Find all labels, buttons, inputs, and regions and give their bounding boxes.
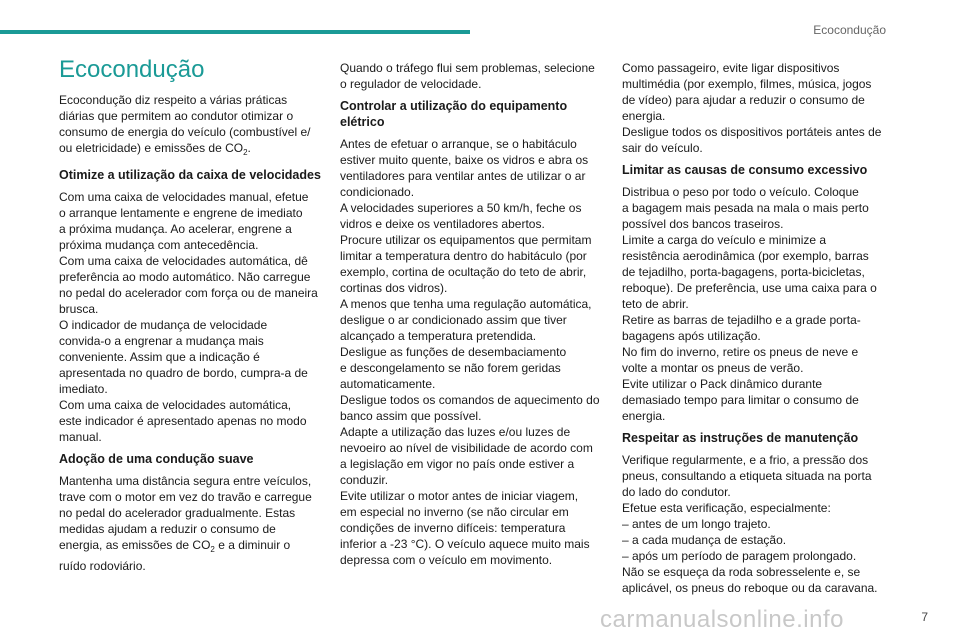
text-line: banco assim que possível.	[340, 409, 482, 423]
column-1	[59, 56, 331, 580]
text-line: no pedal do acelerador com força ou de maneira	[59, 286, 318, 300]
text-line: conduzir.	[340, 473, 389, 487]
text-line	[59, 537, 331, 558]
text-line: Mantenha uma distância segura entre veículos,	[59, 474, 312, 488]
text-line: reboque). De preferência, use uma caixa para o	[622, 281, 877, 295]
heading-maintenance: Respeitar as instruções de manutenção	[622, 431, 859, 445]
text-line: Como passageiro, evite ligar dispositivos	[622, 61, 840, 75]
text-line: medidas ajudam a reduzir o consumo de	[59, 522, 276, 536]
text-line: Limite a carga do veículo e minimize a	[622, 233, 827, 247]
text-line: Desligue todos os comandos de aquecimento do	[340, 393, 600, 407]
text-line: manual.	[59, 430, 102, 444]
text-line: A menos que tenha uma regulação automática,	[340, 297, 592, 311]
heading-smooth-driving: Adoção de uma condução suave	[59, 452, 254, 466]
text-line: nevoeiro ao nível de visibilidade de acordo com	[340, 441, 593, 455]
text-line: e descongelamento se não forem geridas	[340, 361, 561, 375]
text-line: o regulador de velocidade.	[340, 77, 482, 91]
text-line: do lado do condutor.	[622, 485, 731, 499]
watermark: carmanualsonline.info	[600, 606, 844, 633]
passenger-paragraph	[622, 60, 894, 156]
section-title: Ecocondução	[813, 23, 886, 37]
text-line: Procure utilizar os equipamentos que permitam	[340, 233, 592, 247]
text-line: resistência aerodinâmica (por exemplo, barras	[622, 249, 869, 263]
text-fragment: energia, as emissões de CO	[59, 538, 211, 552]
text-line: energia.	[622, 409, 666, 423]
text-line: condicionado.	[340, 185, 415, 199]
text-fragment: ou eletricidade) e emissões de CO	[59, 141, 244, 155]
text-line: inferior a -23 °C). O veículo aquece muito mais	[340, 537, 590, 551]
text-line: desligue o ar condicionado assim que tiver	[340, 313, 567, 327]
text-line: a próxima mudança. Ao acelerar, engrene a	[59, 222, 292, 236]
text-line: sair do veículo.	[622, 141, 703, 155]
column-2	[340, 60, 612, 574]
text-line: automaticamente.	[340, 377, 436, 391]
text-line: Adapte a utilização das luzes e/ou luzes de	[340, 425, 571, 439]
text-line: multimédia (por exemplo, filmes, música, jogos	[622, 77, 872, 91]
text-line: exemplo, cortina de ocultação do teto de abrir,	[340, 265, 587, 279]
text-line: A velocidades superiores a 50 km/h, feche os	[340, 201, 582, 215]
text-line: Desligue todos os dispositivos portáteis antes de	[622, 125, 882, 139]
text-line: Quando o tráfego flui sem problemas, selecione	[340, 61, 595, 75]
text-line: de vídeo) para ajudar a reduzir o consumo de	[622, 93, 865, 107]
text-line: apresentada no quadro de bordo, cumpra-a de	[59, 366, 308, 380]
page-number: 7	[921, 610, 928, 624]
text-line: bagagens após utilização.	[622, 329, 761, 343]
intro-paragraph	[59, 92, 331, 161]
header-accent-bar	[0, 30, 470, 34]
text-line: – antes de um longo trajeto.	[622, 517, 771, 531]
text-line: ruído rodoviário.	[59, 559, 146, 573]
page-title: Ecocondução	[59, 56, 205, 83]
text-line: estiver muito quente, baixe os vidros e abra os	[340, 153, 589, 167]
text-line: ventiladores para ventilar antes de utilizar o ar	[340, 169, 586, 183]
text-line: Ecocondução diz respeito a várias práticas	[59, 93, 288, 107]
text-line: volte a montar os pneus de verão.	[622, 361, 804, 375]
text-line: cortinas dos vidros).	[340, 281, 448, 295]
subscript: 2	[243, 148, 248, 157]
text-line: O indicador de mudança de velocidade	[59, 318, 268, 332]
text-line: pneus, consultando a etiqueta situada na porta	[622, 469, 872, 483]
text-line: conveniente. Assim que a indicação é	[59, 350, 260, 364]
heading-gearbox: Otimize a utilização da caixa de velocidades	[59, 168, 321, 182]
text-line: brusca.	[59, 302, 99, 316]
text-line: em especial no inverno (se não circular em	[340, 505, 569, 519]
text-line	[59, 140, 331, 161]
text-fragment: .	[247, 141, 251, 155]
text-line: Evite utilizar o motor antes de iniciar viagem,	[340, 489, 579, 503]
text-line: próxima mudança com antecedência.	[59, 238, 259, 252]
text-line: Efetue esta verificação, especialmente:	[622, 501, 831, 515]
text-line: o arranque lentamente e engrene de imediato	[59, 206, 303, 220]
text-line: energia.	[622, 109, 666, 123]
text-fragment: e a diminuir o	[214, 538, 291, 552]
heading-excessive-consumption: Limitar as causas de consumo excessivo	[622, 163, 868, 177]
text-line: consumo de energia do veículo (combustível e/	[59, 125, 311, 139]
text-line: Com uma caixa de velocidades automática,	[59, 398, 292, 412]
text-line: No fim do inverno, retire os pneus de neve e	[622, 345, 859, 359]
text-line: de tejadilho, porta-bagagens, porta-bicicletas,	[622, 265, 865, 279]
text-line: possível dos bancos traseiros.	[622, 217, 784, 231]
text-line: demasiado tempo para limitar o consumo de	[622, 393, 859, 407]
text-line: condições de inverno difíceis: temperatura	[340, 521, 566, 535]
text-line: no pedal do acelerador gradualmente. Estas	[59, 506, 296, 520]
text-line: aplicável, os pneus do reboque ou da caravana.	[622, 581, 878, 595]
text-line: Retire as barras de tejadilho e a grade porta-	[622, 313, 861, 327]
text-line: limitar a temperatura dentro do habitáculo (por	[340, 249, 587, 263]
text-line: Antes de efetuar o arranque, se o habitáculo	[340, 137, 577, 151]
text-line: imediato.	[59, 382, 108, 396]
text-line: Com uma caixa de velocidades automática, dê	[59, 254, 308, 268]
text-line: a bagagem mais pesada na mala o mais perto	[622, 201, 869, 215]
text-line: trave com o motor em vez do travão e carregue	[59, 490, 312, 504]
smooth-driving-paragraph	[59, 473, 331, 574]
text-line: Distribua o peso por todo o veículo. Coloque	[622, 185, 859, 199]
text-line: convida-o a engrenar a mudança mais	[59, 334, 264, 348]
gearbox-paragraph	[59, 189, 331, 445]
text-line: a legislação em vigor no país onde estiver a	[340, 457, 575, 471]
text-line: preferência ao modo automático. Não carregue	[59, 270, 311, 284]
text-line: Com uma caixa de velocidades manual, efetue	[59, 190, 309, 204]
text-line: Não se esqueça da roda sobresselente e, se	[622, 565, 861, 579]
consumption-paragraph	[622, 184, 894, 424]
column-3	[622, 60, 894, 602]
electrical-paragraph	[340, 136, 612, 568]
text-line: vidros e deixe os ventiladores abertos.	[340, 217, 545, 231]
text-line: diárias que permitem ao condutor otimizar o	[59, 109, 294, 123]
maintenance-paragraph	[622, 452, 894, 596]
text-line: depressa com o veículo em movimento.	[340, 553, 553, 567]
text-line: este indicador é apresentado apenas no modo	[59, 414, 307, 428]
text-line: alcançado a temperatura pretendida.	[340, 329, 537, 343]
text-line: – a cada mudança de estação.	[622, 533, 787, 547]
text-line: – após um período de paragem prolongado.	[622, 549, 857, 563]
text-line: Desligue as funções de desembaciamento	[340, 345, 567, 359]
text-line: Evite utilizar o Pack dinâmico durante	[622, 377, 823, 391]
text-line: Verifique regularmente, e a frio, a pressão dos	[622, 453, 869, 467]
cruise-paragraph	[340, 60, 612, 92]
subscript: 2	[210, 545, 215, 554]
text-line: teto de abrir.	[622, 297, 689, 311]
heading-electrical: Controlar a utilização do equipamento elétrico	[340, 99, 568, 129]
